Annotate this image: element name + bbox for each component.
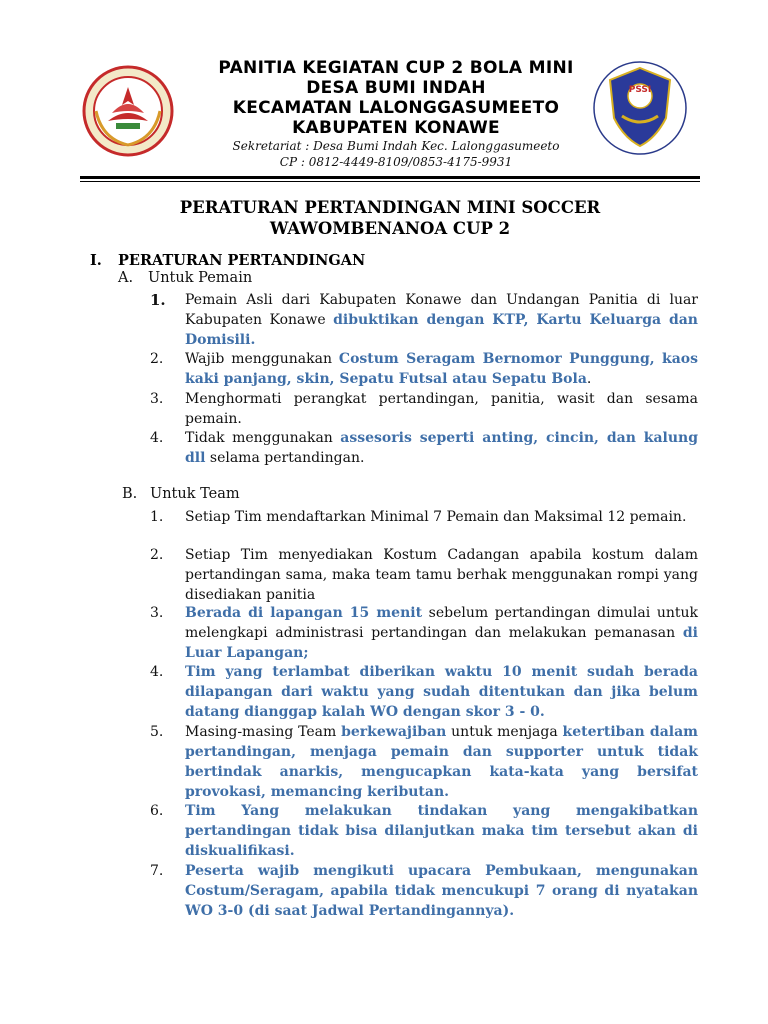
- section-number: I.: [90, 252, 102, 269]
- rule-item: [150, 662, 698, 722]
- village-name: DESA BUMI INDAH: [306, 78, 486, 98]
- item-text: [185, 428, 698, 468]
- item-text: [185, 349, 698, 389]
- letterhead-rule-thin: [80, 181, 700, 182]
- rule-item: [150, 389, 698, 429]
- item-text: [185, 389, 698, 429]
- item-text-highlight: assesoris seperti anting, cincin, dan kalung dll: [185, 430, 698, 466]
- item-number: 2.: [150, 547, 164, 563]
- district-name: KECAMATAN LALONGGASUMEETO: [232, 98, 560, 118]
- item-text-highlight: dibuktikan dengan KTP, Kartu Keluarga dan Domisili.: [185, 312, 698, 348]
- pssi-text: PSSI: [628, 85, 652, 95]
- item-number: 4.: [150, 430, 164, 446]
- item-text: [185, 722, 698, 802]
- item-text: [185, 507, 698, 527]
- item-text-highlight: berkewajiban: [341, 724, 447, 740]
- rule-item: [150, 722, 698, 802]
- village-emblem-icon: [82, 65, 174, 157]
- contact-phone: CP : 0812-4449-8109/0853-4175-9931: [279, 155, 513, 169]
- pssi-shield-icon: [590, 58, 690, 158]
- item-text: [185, 861, 698, 921]
- item-number: 1.: [150, 509, 164, 525]
- committee-name: PANITIA KEGIATAN CUP 2 BOLA MINI: [218, 58, 574, 78]
- rule-item: [150, 507, 698, 527]
- item-text-part: Menghormati perangkat pertandingan, panitia, wasit dan sesama pemain.: [185, 391, 698, 427]
- item-text-part: Tidak menggunakan: [185, 430, 341, 446]
- item-number: 3.: [150, 605, 164, 621]
- subsection-a-letter: A.: [118, 270, 134, 286]
- secretariat-address: Sekretariat : Desa Bumi Indah Kec. Lalonggasumeeto: [232, 139, 560, 153]
- item-text-highlight: Tim yang terlambat diberikan waktu 10 menit sudah berada dilapangan dari waktu yang sudah ditentukan dan jika belum datang dianggap kalah WO dengan skor 3 - 0.: [185, 664, 698, 720]
- rule-item: [150, 428, 698, 468]
- subsection-b-heading: [122, 486, 240, 502]
- rule-item: [150, 290, 698, 350]
- item-text-highlight: Peserta wajib mengikuti upacara Pembukaan, mengunakan Costum/Seragam, apabila tidak mencukupi 7 orang di nyatakan WO 3-0 (di saat Jadwal Pertandingannya).: [185, 863, 698, 919]
- document-title: [80, 197, 700, 239]
- item-number: 3.: [150, 391, 164, 407]
- item-text-part: Pemain Asli dari Kabupaten Konawe dan Undangan Panitia di luar Kabupaten Konawe: [185, 292, 698, 328]
- rule-item: [150, 801, 698, 861]
- item-number: 7.: [150, 863, 164, 879]
- subsection-a-heading: [118, 270, 252, 286]
- document-title-line-1: PERATURAN PERTANDINGAN MINI SOCCER: [179, 198, 601, 217]
- item-number: 2.: [150, 351, 164, 367]
- subsection-b-label: Untuk Team: [150, 486, 240, 502]
- item-text-part: untuk menjaga: [446, 724, 563, 740]
- subsection-b-letter: B.: [122, 486, 138, 502]
- item-text-part: Setiap Tim mendaftarkan Minimal 7 Pemain dan Maksimal 12 pemain.: [185, 509, 687, 525]
- item-number: 4.: [150, 664, 164, 680]
- item-text-part: Masing-masing Team: [185, 724, 342, 740]
- item-text-highlight: Tim Yang melakukan tindakan yang mengakibatkan pertandingan tidak bisa dilanjutkan maka tim tersebut akan di diskualifikasi.: [185, 803, 698, 859]
- item-text: [185, 545, 698, 605]
- item-text-part: selama pertandingan.: [205, 450, 365, 466]
- item-text-part: .: [586, 371, 592, 387]
- item-text: [185, 290, 698, 350]
- letterhead: [196, 58, 596, 170]
- subsection-a-label: Untuk Pemain: [148, 270, 253, 286]
- item-text: [185, 801, 698, 861]
- item-text-highlight: Berada di lapangan 15 menit: [185, 605, 423, 621]
- village-emblem-logo: [82, 65, 174, 157]
- section-heading: [90, 252, 365, 269]
- rule-item: [150, 861, 698, 921]
- item-text-highlight: ketertiban dalam pertandingan, menjaga pemain dan supporter untuk tidak bertindak anarkis, mengucapkan kata-kata yang bersifat provokasi, memancing keributan.: [185, 724, 698, 800]
- regency-name: KABUPATEN KONAWE: [292, 118, 500, 138]
- item-text-part: Wajib menggunakan: [185, 351, 339, 367]
- pssi-logo: [590, 58, 690, 158]
- item-text-highlight: Costum Seragam Bernomor Punggung, kaos kaki panjang, skin, Sepatu Futsal atau Sepatu Bola: [185, 351, 698, 387]
- item-number: 6.: [150, 803, 164, 819]
- rule-item: [150, 545, 698, 605]
- item-text-part: Setiap Tim menyediakan Kostum Cadangan apabila kostum dalam pertandingan sama, maka team tamu berhak menggunakan rompi yang disediakan panitia: [185, 547, 698, 603]
- item-text-highlight: di Luar Lapangan;: [185, 625, 698, 661]
- item-text: [185, 603, 698, 663]
- item-text: [185, 662, 698, 722]
- item-text-part: sebelum pertandingan dimulai untuk melengkapi administrasi pertandingan dan melakukan pemanasan: [185, 605, 698, 641]
- document-title-line-2: WAWOMBENANOA CUP 2: [269, 219, 511, 238]
- section-label: PERATURAN PERTANDINGAN: [118, 252, 366, 269]
- item-number: 5.: [150, 724, 164, 740]
- rule-item: [150, 349, 698, 389]
- item-number: 1.: [150, 291, 166, 309]
- letterhead-rule-thick: [80, 176, 700, 179]
- rule-item: [150, 603, 698, 663]
